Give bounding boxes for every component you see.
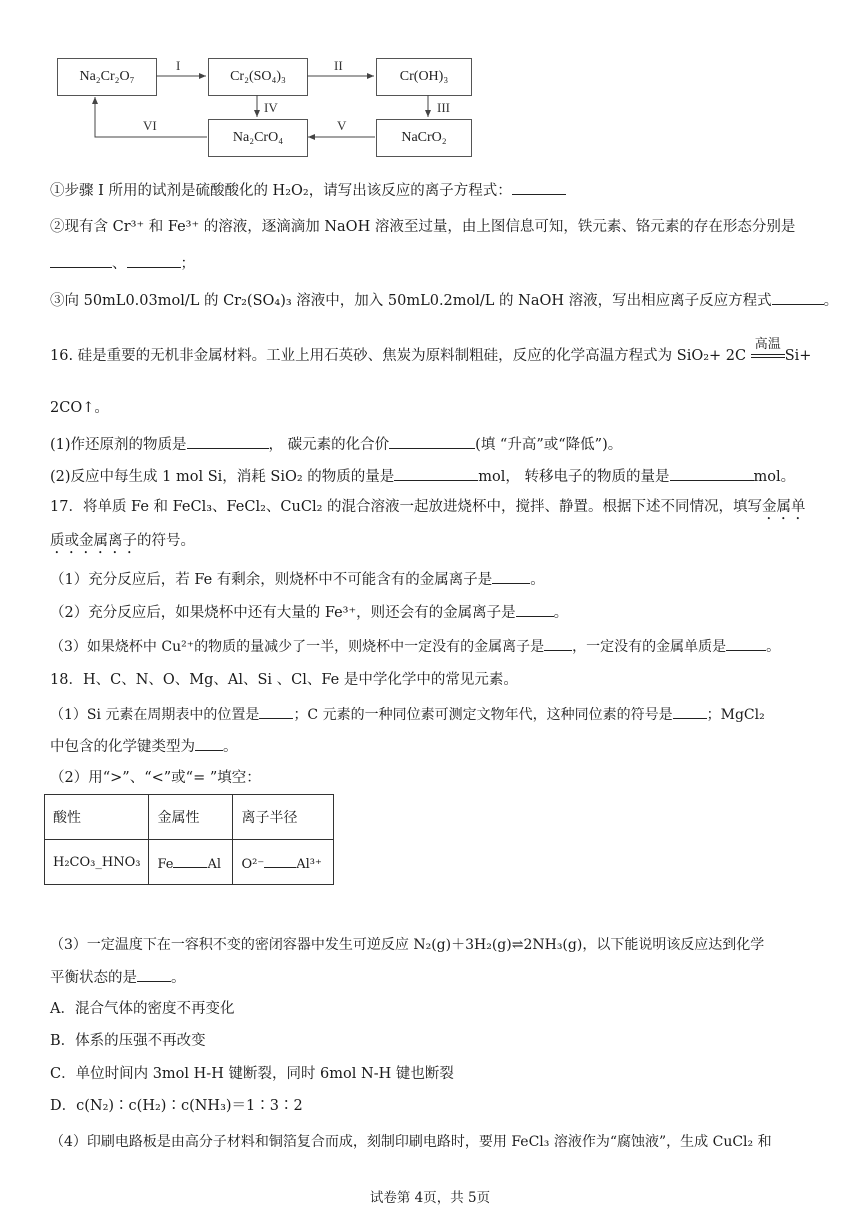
q18-sub-1-cont: 中包含的化学键类型为 。 (50, 736, 238, 757)
table-cell-acidity: H₂CO₃_HNO₃ (45, 840, 149, 885)
flow-diagram (0, 0, 860, 170)
q16-sub-1: (1)作还原剂的物质是 ， 碳元素的化合价 (填 “升高”或“降低”)。 (50, 434, 622, 455)
step-label: IV (264, 100, 278, 115)
q15-item-3: ③向 50mL0.03mol/L 的 Cr₂(SO₄)₃ 溶液中，加入 50mL0.2mol/L 的 NaOH 溶液，写出相应离子反应方程式 。 (50, 290, 838, 311)
box-croh3: Cr(OH)₃ (376, 58, 472, 96)
q16-stem-cont: 2CO↑。 (50, 400, 109, 416)
box-nacro2: NaCrO₂ (376, 119, 472, 157)
box-cr2so43: Cr₂(SO₄)₃ (208, 58, 308, 96)
option-d: D．c(N₂)∶c(H₂)∶c(NH₃)＝1∶3∶2 (50, 1098, 303, 1114)
page-footer: 试卷第 4页，共 5页 (369, 1190, 491, 1206)
q18-sub-4: （4）印刷电路板是由高分子材料和铜箔复合而成，刻制印刷电路时，要用 FeCl₃ 溶液作为“腐蚀液”，生成 CuCl₂ 和 (50, 1134, 772, 1150)
q18-sub-3: （3）一定温度下在一容积不变的密闭容器中发生可逆反应 N₂(g)＋3H₂(g)⇌2NH₃(g)，以下能说明该反应达到化学 (50, 937, 765, 953)
step-label: V (337, 118, 347, 133)
q18-sub-3-cont: 平衡状态的是 。 (50, 967, 186, 988)
reaction-condition: 高温 (751, 334, 785, 355)
option-b: B．体系的压强不再改变 (50, 1033, 206, 1049)
box-na2cro4: Na₂CrO₄ (208, 119, 308, 157)
q18-sub-1: （1）Si 元素在周期表中的位置是 ；C 元素的一种同位素可测定文物年代，这种同位素的符号是 ；MgCl₂ (50, 704, 765, 725)
step-label: I (176, 58, 181, 73)
table-header: 酸性 (45, 795, 149, 840)
step-label: III (437, 100, 450, 115)
q17-stem-cont: 质或金属离子的符号。 (50, 533, 195, 549)
q17-stem: 17．将单质 Fe 和 FeCl₃、FeCl₂、CuCl₂ 的混合溶液一起放进烧杯中，搅拌、静置。根据下述不同情况，填写金属单 (50, 499, 806, 515)
q18-stem: 18．H、C、N、O、Mg、Al、Si 、Cl、Fe 是中学化学中的常见元素。 (50, 672, 518, 688)
table-cell-radius: O²⁻ Al³⁺ (233, 840, 334, 885)
q18-sub-2: （2）用“>”、“<”或“= ”填空： (50, 770, 261, 786)
q17-sub-1: （1）充分反应后，若 Fe 有剩余，则烧杯中不可能含有的金属离子是 。 (50, 569, 545, 590)
table-header: 金属性 (149, 795, 233, 840)
option-a: A．混合气体的密度不再变化 (50, 1001, 235, 1017)
q15-item-1: ①步骤 I 所用的试剂是硫酸酸化的 H₂O₂，请写出该反应的离子方程式： (50, 180, 566, 201)
q16-sub-2: (2)反应中每生成 1 mol Si，消耗 SiO₂ 的物质的量是 mol， 转移电子的物质的量是 mol。 (50, 466, 795, 487)
table-header: 离子半径 (233, 795, 334, 840)
comparison-table (44, 794, 334, 885)
q15-item-2-blanks: 、 ； (50, 253, 195, 274)
q17-sub-2: （2）充分反应后，如果烧杯中还有大量的 Fe³⁺，则还会有的金属离子是 。 (50, 602, 568, 623)
option-c: C．单位时间内 3mol H-H 键断裂，同时 6mol N-H 键也断裂 (50, 1066, 454, 1082)
step-label: VI (143, 118, 157, 133)
table-row (45, 840, 334, 885)
q17-sub-3: （3）如果烧杯中 Cu²⁺的物质的量减少了一半，则烧杯中一定没有的金属离子是 ，一定没有的金属单质是 。 (50, 636, 780, 657)
table-cell-metallic: Fe Al (149, 840, 233, 885)
diagram-arrows (0, 0, 860, 170)
table-header-row (45, 795, 334, 840)
q15-item-2: ②现有含 Cr³⁺ 和 Fe³⁺ 的溶液，逐滴滴加 NaOH 溶液至过量，由上图信息可知，铁元素、铬元素的存在形态分别是 (50, 219, 796, 235)
q16-stem: 16. 硅是重要的无机非金属材料。工业上用石英砂、焦炭为原料制粗硅，反应的化学高温方程式为 SiO₂+ 2C 高温 Si+ (50, 346, 811, 367)
step-label: II (334, 58, 343, 73)
box-na2cr2o7: Na₂Cr₂O₇ (57, 58, 157, 96)
